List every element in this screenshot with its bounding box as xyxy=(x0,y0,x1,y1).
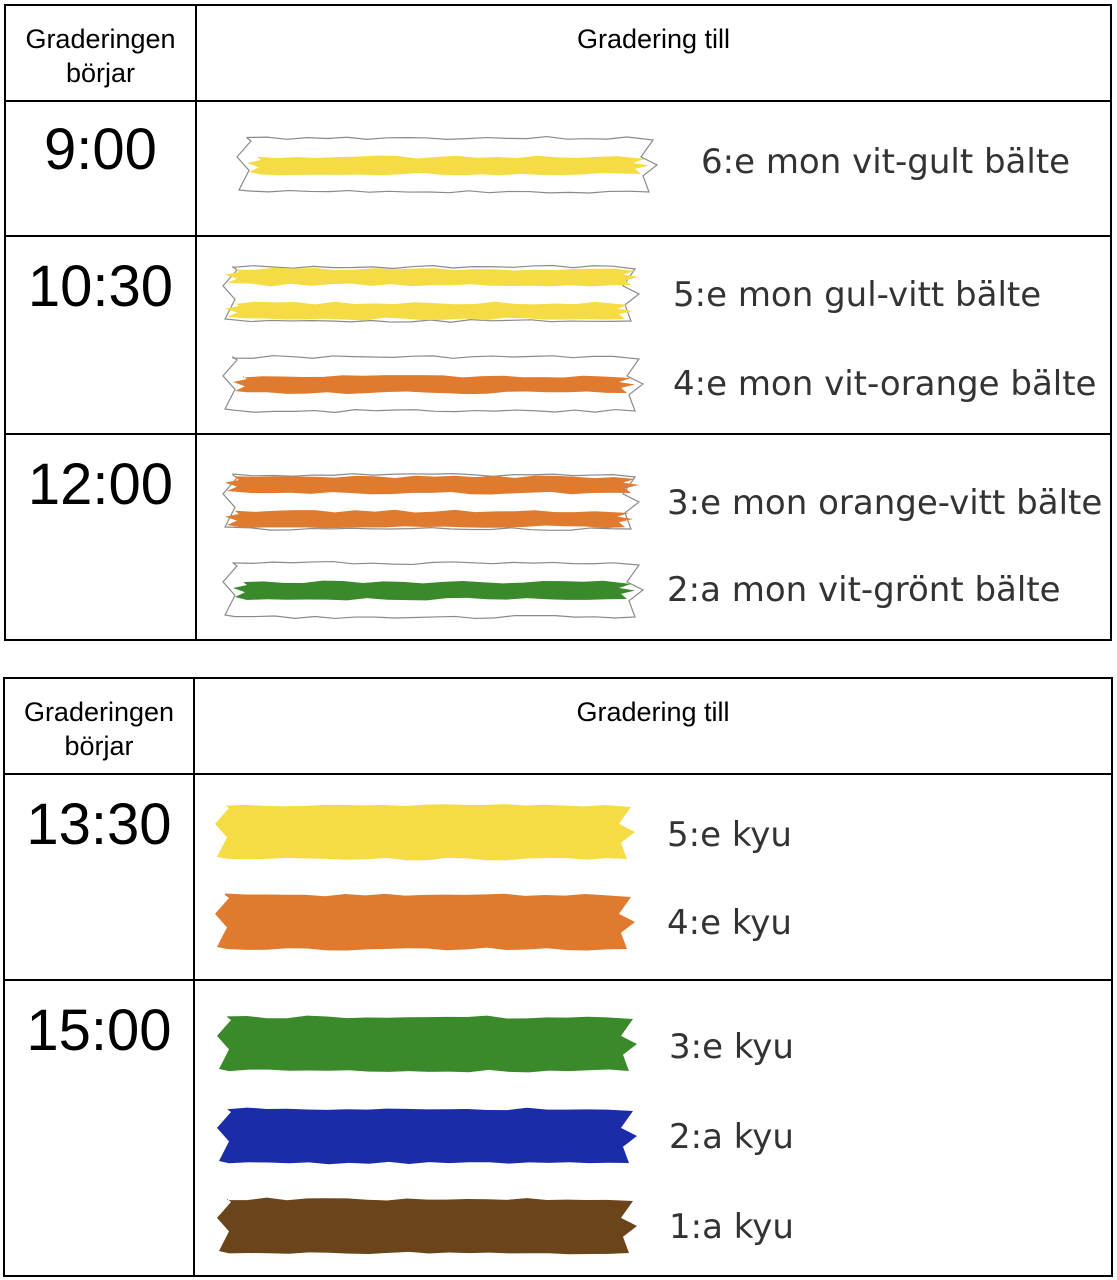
belt-yellow-icon xyxy=(211,801,651,863)
belt-stripe-top xyxy=(225,268,639,287)
kyu-grading-table xyxy=(3,677,1113,1277)
belt-white-yellow-icon xyxy=(233,134,673,196)
time-cell xyxy=(4,980,194,1276)
belt-brown-icon xyxy=(213,1195,653,1257)
belt-label: 5:e mon gul-vitt bälte xyxy=(673,275,1042,315)
header-grading-to xyxy=(194,678,1112,774)
header-to-label: Gradering till xyxy=(576,697,730,727)
belt-label: 4:e kyu xyxy=(667,903,792,943)
belt-stripe-top xyxy=(225,476,639,495)
header-start-label: Graderingen börjar xyxy=(23,697,175,761)
belt-label: 5:e kyu xyxy=(667,815,792,855)
belt-cell xyxy=(196,101,1111,236)
belt-label: 2:a kyu xyxy=(669,1117,794,1157)
time-cell xyxy=(5,101,196,236)
start-time: 9:00 xyxy=(44,117,157,182)
belt-body xyxy=(217,1108,637,1165)
belt-label: 6:e mon vit-gult bälte xyxy=(701,142,1071,182)
belt-orange-icon xyxy=(211,891,651,953)
belt-yellow-white-icon xyxy=(219,263,659,325)
belt-white-green-icon xyxy=(219,559,659,621)
time-cell xyxy=(5,236,196,434)
belt-stripe xyxy=(247,156,649,176)
belt-cell xyxy=(194,774,1112,980)
start-time: 12:00 xyxy=(27,452,174,517)
belt-stripe xyxy=(233,581,635,601)
header-to-label: Gradering till xyxy=(576,24,731,54)
time-cell xyxy=(5,434,196,640)
belt-stripe xyxy=(233,375,635,394)
belt-cell xyxy=(196,236,1111,434)
belt-label: 3:e kyu xyxy=(669,1027,794,1067)
belt-body xyxy=(217,1198,637,1255)
belt-label: 3:e mon orange-vitt bälte xyxy=(667,483,1103,523)
header-start-time xyxy=(5,5,196,101)
belt-cell xyxy=(196,434,1111,640)
belt-body xyxy=(217,1016,637,1073)
belt-green-icon xyxy=(213,1013,653,1075)
header-grading-to xyxy=(196,5,1111,101)
belt-stripe-bottom xyxy=(225,510,633,529)
belt-body xyxy=(215,804,635,860)
belt-body xyxy=(215,894,635,951)
belt-label: 1:a kyu xyxy=(669,1207,794,1247)
start-time: 13:30 xyxy=(26,792,172,857)
belt-white-orange-icon xyxy=(219,353,659,415)
belt-blue-icon xyxy=(213,1105,653,1167)
belt-orange-white-icon xyxy=(219,471,659,533)
belt-label: 4:e mon vit-orange bälte xyxy=(673,364,1097,404)
belt-cell xyxy=(194,980,1112,1276)
start-time: 10:30 xyxy=(27,254,174,319)
time-cell xyxy=(4,774,194,980)
header-start-label: Graderingen börjar xyxy=(25,24,176,88)
header-start-time xyxy=(4,678,194,774)
belt-stripe-bottom xyxy=(225,302,633,321)
start-time: 15:00 xyxy=(26,998,172,1063)
mon-grading-table xyxy=(4,4,1112,641)
belt-label: 2:a mon vit-grönt bälte xyxy=(667,570,1061,610)
